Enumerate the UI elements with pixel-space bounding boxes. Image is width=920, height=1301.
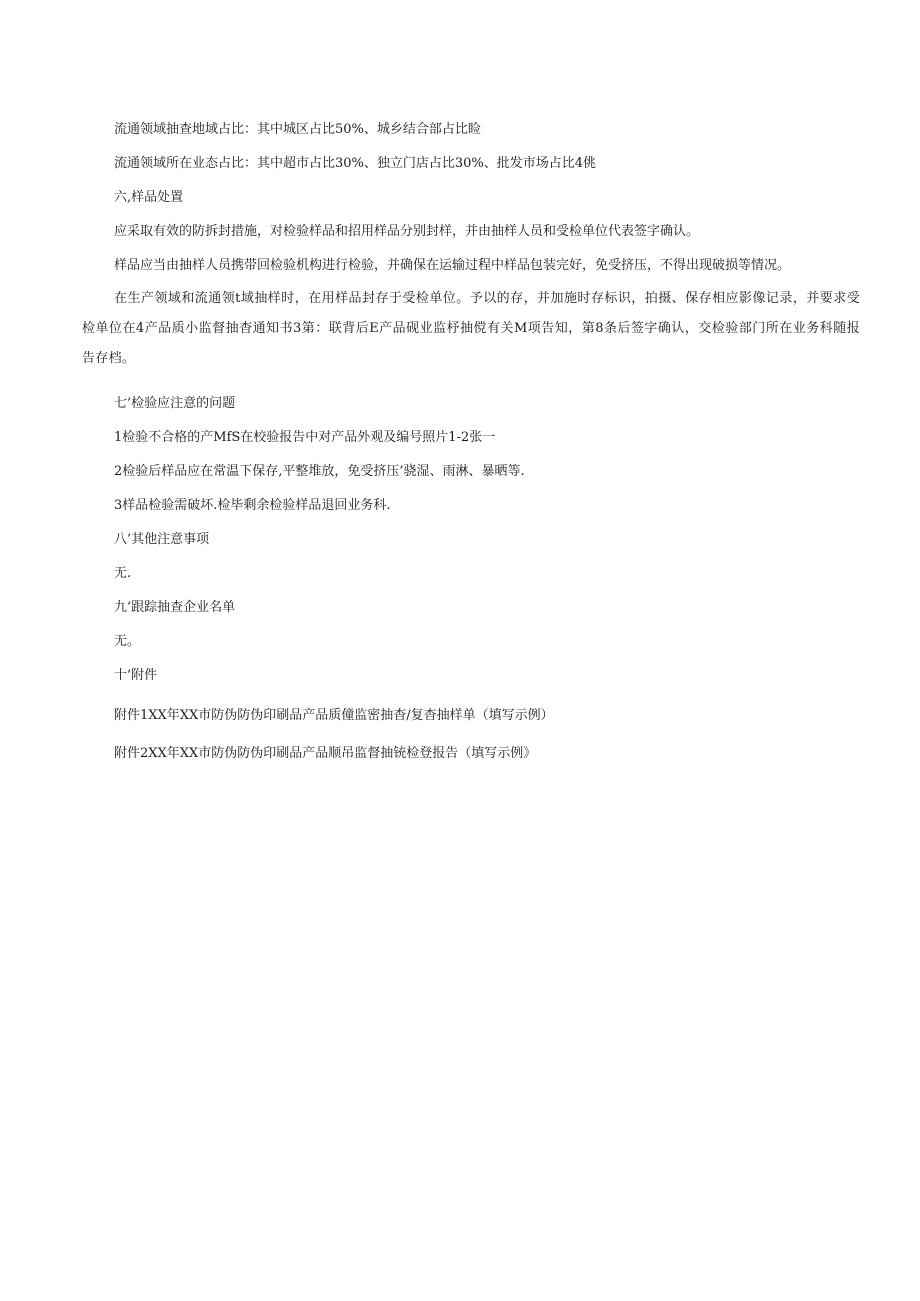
- attachment-1-link[interactable]: 附件1XX年XX市防伪防伪印刷品产品质僮监密抽杳/复杳抽样单（填写示例）: [114, 708, 554, 723]
- text-line-none-2: 无。: [114, 634, 141, 649]
- paragraph-sample-storage: 在生产领域和流通领t域抽样时，在用样品封存于受检单位。予以的存，并加施时存标识，拍摄、保存相应影像记录，并要求受检单位在4产品质小监督抽杳通知书3第：联背后E产品砚业监杼抽傥有关M项告知，第8条后签字确认，交检验部门所在业务科随报告存档。: [82, 291, 860, 366]
- attachment-2-link[interactable]: 附件2XX年XX市防伪防伪印刷品产品顺吊监督抽铳检登报告（填写示例》: [114, 746, 537, 761]
- section-heading-attachments: 十’附件: [114, 668, 158, 683]
- section-heading-sample-handling: 六,样品处置: [114, 190, 184, 205]
- section-heading-inspection-issues: 七’检验应注意的问题: [114, 396, 236, 411]
- text-line-format-ratio: 流通领域所在业态占比：其中超市占比30%、独立门店占比30%、批发市场占比4佻: [114, 156, 597, 171]
- text-line-transport: 样品应当由抽样人员携带回检验机构进行检验，并确保在运输过程中样品包装完好，免受挤压，不得出现破损等情况。: [114, 258, 791, 273]
- text-line-issue-2: 2检验后样品应在常温下保存,平整堆放，免受挤压’骁湿、雨淋、暴晒等.: [114, 464, 525, 479]
- section-heading-other-notes: 八’其他注意事项: [114, 532, 210, 547]
- text-line-none-1: 无.: [114, 566, 132, 581]
- text-line-issue-3: 3样品检验需破坏.检毕剩余检验样品退回业务科.: [114, 498, 391, 513]
- text-line-sealing: 应采取有效的防拆封措施，对检验样品和招用样品分别封样，并由抽样人员和受检单位代表签字确认。: [114, 224, 700, 239]
- text-line-issue-1: 1检验不合格的产MfS在校验报告中对产品外观及编号照片1-2张一: [114, 430, 496, 445]
- section-heading-tracking-list: 九’跟踪抽查企业名单: [114, 600, 236, 615]
- text-line-urban-ratio: 流通领域抽查地域占比：其中城区占比50%、城乡结合部占比睑: [114, 122, 481, 137]
